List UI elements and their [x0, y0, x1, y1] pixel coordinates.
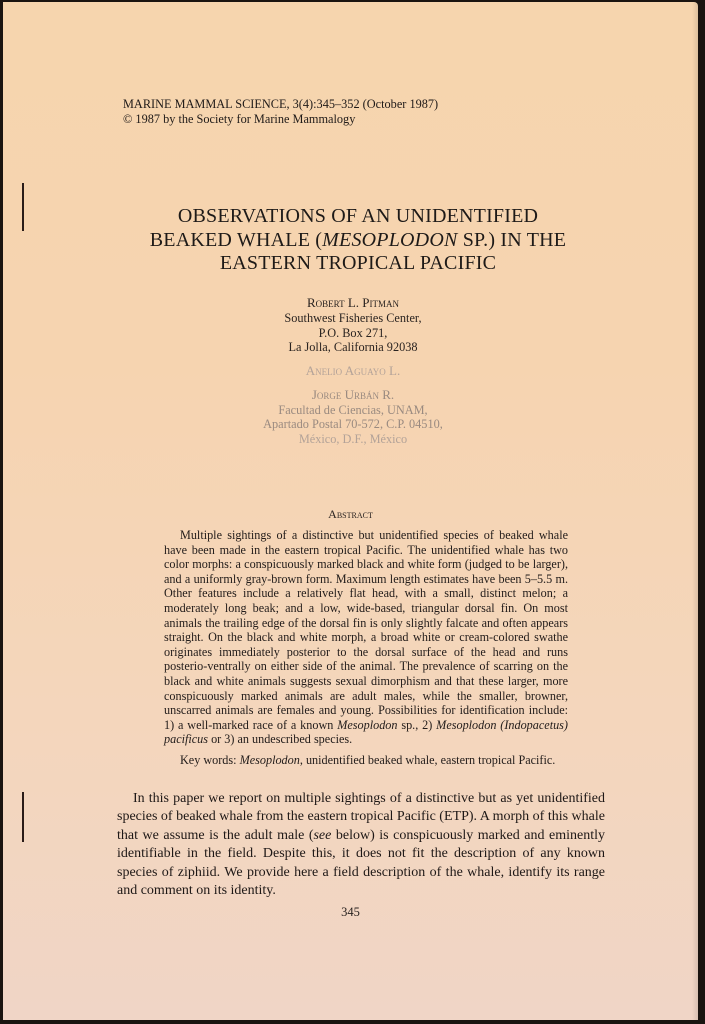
abstract-species: Mesoplodon (Indopacetus) pacificus — [164, 717, 568, 747]
page-number: 345 — [341, 905, 360, 920]
affiliation-line: Southwest Fisheries Center, — [284, 311, 422, 325]
keywords — [180, 753, 584, 768]
title-text: SP.) IN THE — [457, 228, 567, 251]
margin-mark — [22, 183, 24, 231]
affiliation-line: México, D.F., México — [298, 431, 408, 446]
abstract-genus: Mesoplodon — [337, 717, 398, 732]
body-span: below) is conspicuously marked and eminently identifiable in the field. Despite this, it does not fit the description of any known species of ziphiid. We provide here a field description of the whale, identify its range and comment on its identity. — [117, 827, 605, 899]
author-name: Jorge Urbán R. — [311, 386, 395, 402]
author-block — [183, 295, 523, 446]
abstract-span: Multiple sightings of a distinctive but unidentified species of beaked whale have been made in the eastern tropical Pacific. The unidentified whale has two color morphs: a conspicuously marked black and white form (judged to be larger), and a uniformly gray-brown form. Maximum length estimates have been 5–5.5 m. Other features include a relatively flat head, with a small, distinct melon; a moderately long beak; and a low, wide-based, triangular dorsal fin. On most animals the trailing edge of the dorsal fin is only slightly falcate and often appears straight. On the black and white morph, a broad white or cream-colored swathe originates immediately posterior to the dorsal surface of the head and runs posterio-ventrally on either side of the animal. The prevalence of scarring on the black and white animals suggests sexual dimorphism and that these larger, more conspicuously marked animals are adult males, while the smaller, browner, unscarred animals are females and young. Possibilities for identification include: 1) a well-marked race of a known — [164, 528, 568, 732]
journal-citation: MARINE MAMMAL SCIENCE, 3(4):345–352 (October 1987) — [123, 97, 439, 111]
journal-header — [123, 97, 438, 127]
title-genus: MESOPLODON — [322, 228, 458, 251]
title-line: EASTERN TROPICAL PACIFIC — [219, 252, 497, 274]
title-line — [103, 229, 613, 253]
body-paragraph — [117, 790, 605, 902]
keywords-label: Key words: — [180, 752, 240, 767]
abstract-span: or 3) an undescribed species. — [208, 732, 353, 747]
copyright-line: © 1987 by the Society for Marine Mammalogy — [123, 112, 356, 126]
abstract-text — [164, 528, 568, 747]
title-line: OBSERVATIONS OF AN UNIDENTIFIED — [177, 205, 539, 227]
body-span: In this paper we report on multiple sightings of a distinctive but as yet unidentified species of beaked whale from the eastern tropical Pacific (ETP). A morph of this whale that we assume is the adult male ( — [117, 790, 605, 843]
affiliation-line: La Jolla, California 92038 — [288, 340, 418, 354]
author-name: Anelio Aguayo L. — [305, 362, 401, 378]
affiliation-line: Facultad de Ciencias, UNAM, — [278, 402, 428, 417]
paper-page — [3, 2, 698, 1020]
article-title — [103, 205, 613, 276]
affiliation-line: Apartado Postal 70-572, C.P. 04510, — [263, 417, 443, 431]
abstract-span: sp., 2) — [397, 717, 437, 732]
author-name: Robert L. Pitman — [306, 295, 400, 310]
lower-column — [3, 507, 698, 920]
abstract-heading: Abstract — [328, 507, 373, 521]
body-italic: see — [313, 827, 332, 843]
affiliation-line: P.O. Box 271, — [318, 325, 388, 340]
title-text: BEAKED WHALE ( — [149, 228, 323, 251]
keyword-genus: Mesoplodon — [239, 752, 300, 767]
keywords-rest: , unidentified beaked whale, eastern tropical Pacific. — [299, 752, 556, 767]
